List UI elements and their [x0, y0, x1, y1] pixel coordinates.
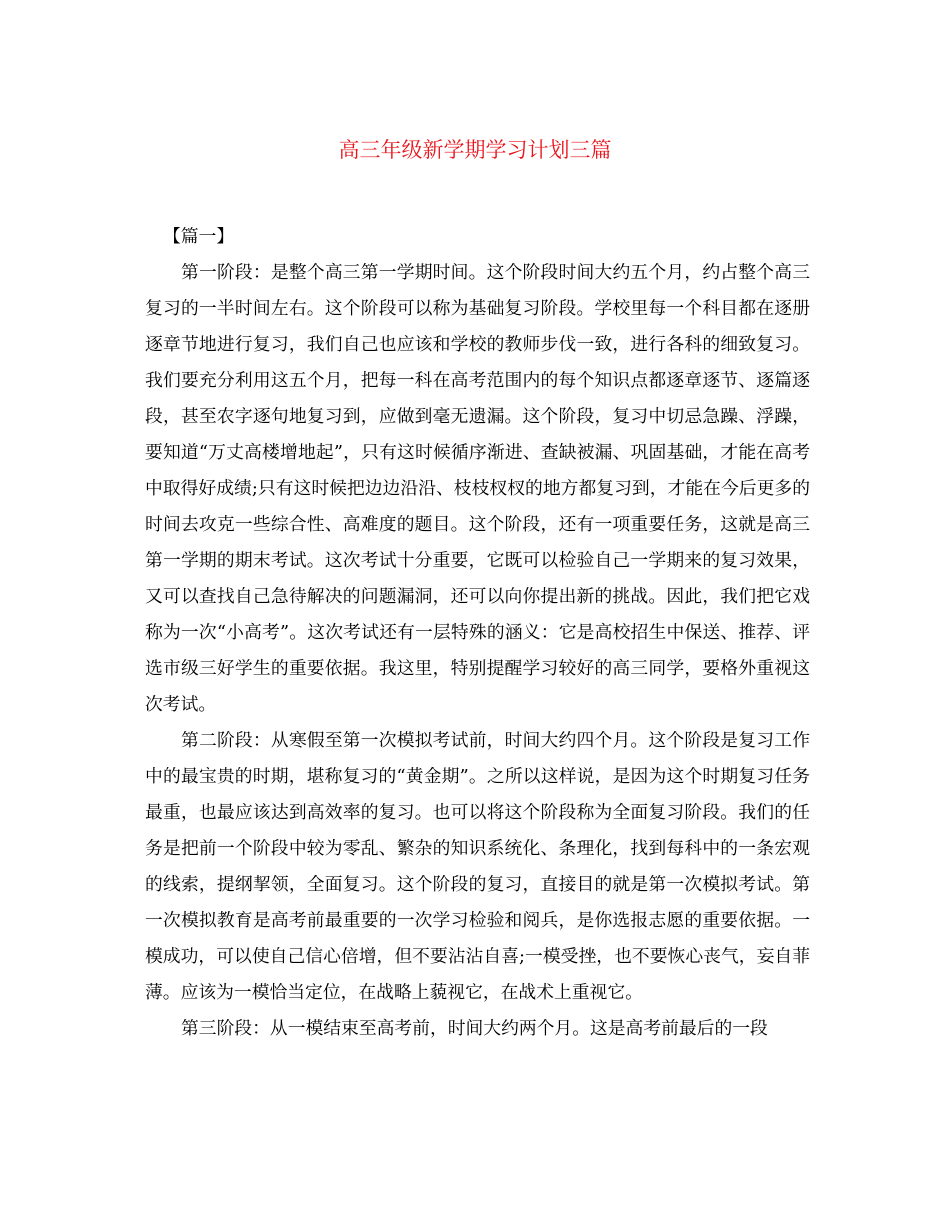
- paragraph-stage-two: 第二阶段：从寒假至第一次模拟考试前，时间大约四个月。这个阶段是复习工作中的最宝贵的时期，堪称复习的“黄金期”。之所以这样说，是因为这个时期复习任务最重，也最应该达到高效率的复习。也可以将这个阶段称为全面复习阶段。我们的任务是把前一个阶段中较为零乱、繁杂的知识系统化、条理化，找到每科中的一条宏观的线索，提纲挈领，全面复习。这个阶段的复习，直接目的就是第一次模拟考试。第一次模拟教育是高考前最重要的一次学习检验和阅兵，是你选报志愿的重要依据。一模成功，可以使自己信心倍增，但不要沾沾自喜;一模受挫，也不要恢心丧气，妄自菲薄。应该为一模恰当定位，在战略上藐视它，在战术上重视它。: [145, 730, 810, 1003]
- document-body: [145, 219, 810, 1047]
- section-heading: 【篇一】: [163, 226, 235, 247]
- paragraph-stage-one: 第一阶段：是整个高三第一学期时间。这个阶段时间大约五个月，约占整个高三复习的一半时间左右。这个阶段可以称为基础复习阶段。学校里每一个科目都在逐册逐章节地进行复习，我们自己也应该和学校的教师步伐一致，进行各科的细致复习。我们要充分利用这五个月，把每一科在高考范围内的每个知识点都逐章逐节、逐篇逐段，甚至农字逐句地复习到，应做到毫无遗漏。这个阶段，复习中切忌急躁、浮躁，要知道“万丈高楼增地起”，只有这时候循序渐进、查缺被漏、巩固基础，才能在高考中取得好成绩;只有这时候把边边沿沿、枝枝杈杈的地方都复习到，才能在今后更多的时间去攻克一些综合性、高难度的题目。这个阶段，还有一项重要任务，这就是高三第一学期的期末考试。这次考试十分重要，它既可以检验自己一学期来的复习效果，又可以查找自己急待解决的问题漏洞，还可以向你提出新的挑战。因此，我们把它戏称为一次“小高考”。这次考试还有一层特殊的涵义：它是高校招生中保送、推荐、评选市级三好学生的重要依据。我这里，特别提醒学习较好的高三同学，要格外重视这次考试。: [145, 262, 810, 715]
- paragraph-stage-three: 第三阶段：从一模结束至高考前，时间大约两个月。这是高考前最后的一段: [181, 1018, 768, 1039]
- document-title: 高三年级新学期学习计划三篇: [338, 138, 612, 162]
